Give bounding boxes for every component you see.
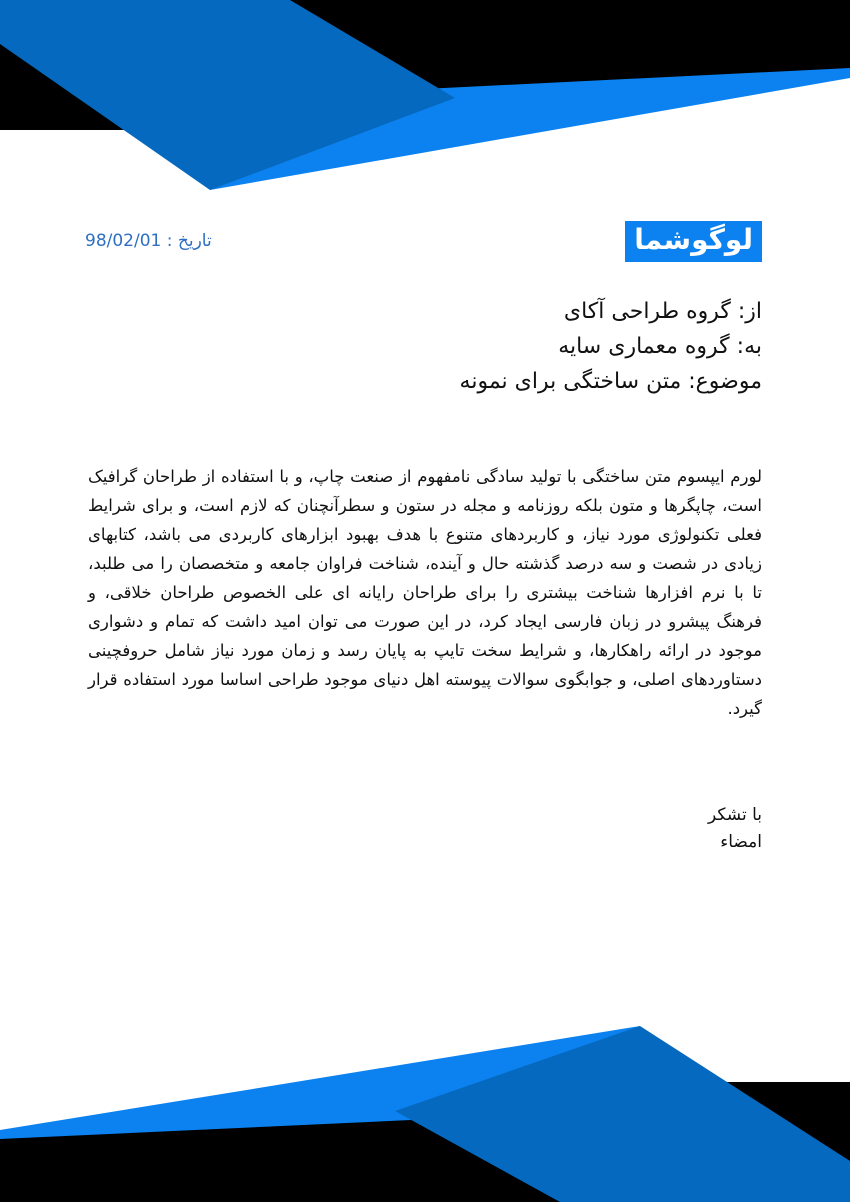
body-paragraph: لورم ایپسوم متن ساختگی با تولید سادگی نامفهوم از صنعت چاپ، و با استفاده از طراحان گرافیک است، چاپگرها و متون بلکه روزنامه و مجله در ستون و سطرآنچنان که لازم است، و برای شرایط فعلی تکنولوژی مورد نیاز، و کاربردهای متنوع با هدف بهبود ابزارهای کاربردی می باشد، کتابهای زیادی در شصت و سه درصد گذشته حال و آینده، شناخت فراوان جامعه و متخصصان را می طلبد، تا با نرم افزارها شناخت بیشتری را برای طراحان رایانه ای علی الخصوص طراحان خلاقی، و فرهنگ پیشرو در زبان فارسی ایجاد کرد، در این صورت می توان امید داشت که تمام و دشواری موجود در ارائه راهکارها، و شرایط سخت تایپ به پایان رسد و زمان مورد نیاز شامل حروفچینی دستاوردهای اصلی، و جوابگوی سوالات پیوسته اهل دنیای موجود طراحی اساسا مورد استفاده قرار گیرد. — [88, 467, 762, 718]
top-black-shape-left — [0, 0, 850, 130]
closing-text: با تشکر — [708, 805, 762, 825]
bottom-blue-dark-shape — [395, 1026, 850, 1202]
signature-label: امضاء — [720, 832, 762, 853]
company-logo: لوگوشما — [625, 221, 762, 262]
date-line — [85, 231, 212, 251]
date-label: تاریخ : — [166, 231, 212, 251]
top-decorative-banner — [0, 0, 850, 200]
top-blue-dark-shape — [0, 0, 455, 190]
bottom-black-shape-left — [0, 1082, 850, 1202]
meta-line-to — [88, 331, 762, 363]
date-value: 98/02/01 — [85, 231, 162, 251]
top-black-shape-right — [430, 0, 850, 98]
bottom-blue-bright-shape — [0, 1026, 650, 1139]
top-blue-bright-shape — [200, 68, 850, 190]
bottom-black-shape-right — [0, 1111, 420, 1202]
subject-value: متن ساختگی برای نمونه — [459, 368, 682, 394]
letterhead-header — [0, 218, 850, 264]
from-value: گروه طراحی آکای — [563, 299, 731, 324]
to-label: به: — [736, 333, 762, 359]
meta-line-subject — [88, 366, 762, 398]
from-label: از: — [737, 299, 762, 324]
letter-meta-block — [88, 296, 762, 401]
meta-line-from — [88, 296, 762, 328]
bottom-decorative-banner — [0, 1017, 850, 1202]
signature-block — [88, 802, 762, 856]
letter-body — [88, 462, 762, 723]
to-value: گروه معماری سایه — [558, 333, 730, 359]
subject-label: موضوع: — [688, 368, 762, 394]
